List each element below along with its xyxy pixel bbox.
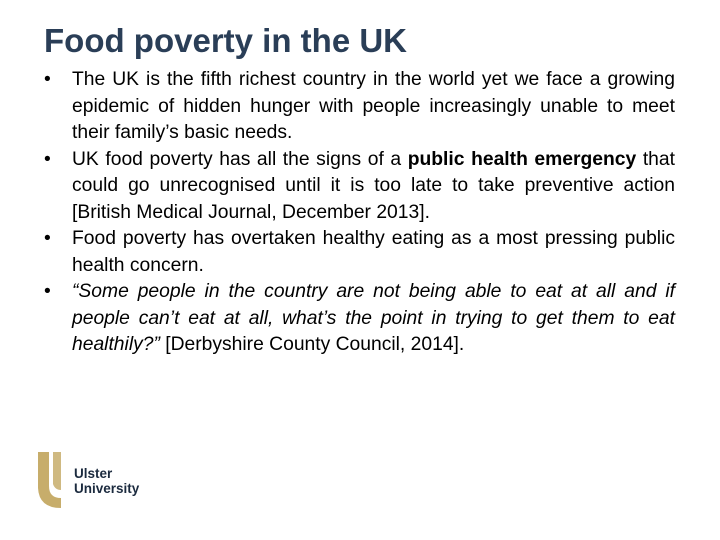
logo-wordmark — [74, 466, 139, 496]
bullet-text-segment: UK food poverty has all the signs of a — [72, 148, 408, 170]
bullet-text-segment: public health emergency — [407, 148, 637, 170]
bullet-text-segment: Food poverty has overtaken healthy eating as a most pressing public health concern. — [72, 228, 675, 276]
bullet-text-segment: [Derbyshire County Council, 2014]. — [159, 334, 465, 355]
bullet-list — [44, 67, 675, 359]
bullet-marker: • — [44, 281, 51, 302]
bullet-marker: • — [44, 69, 51, 90]
logo-line-1: Ulster — [74, 466, 113, 481]
bullet-item — [44, 279, 675, 359]
bullet-item — [44, 147, 675, 227]
bullet-marker: • — [44, 148, 51, 170]
bullet-item — [44, 226, 675, 279]
logo-u-mark-icon — [38, 452, 61, 508]
bullet-text-segment: “Some people in the country are not being able to eat at all and if people can’t eat at all, what’s the point in trying to get them to eat healthily?” — [72, 281, 675, 355]
bullet-text-segment: The UK is the fifth richest country in the world yet we face a growing epidemic of hidden hunger with people increasingly unable to meet their family’s basic needs. — [72, 69, 675, 143]
bullet-item — [44, 67, 675, 147]
slide-title: Food poverty in the UK — [44, 22, 407, 59]
logo-line-2: University — [74, 481, 140, 496]
bullet-text-segment: that could go unrecognised until it is too late to take preventive action [British Medical Journal, December 2013]. — [72, 148, 675, 223]
bullet-marker: • — [44, 228, 51, 249]
